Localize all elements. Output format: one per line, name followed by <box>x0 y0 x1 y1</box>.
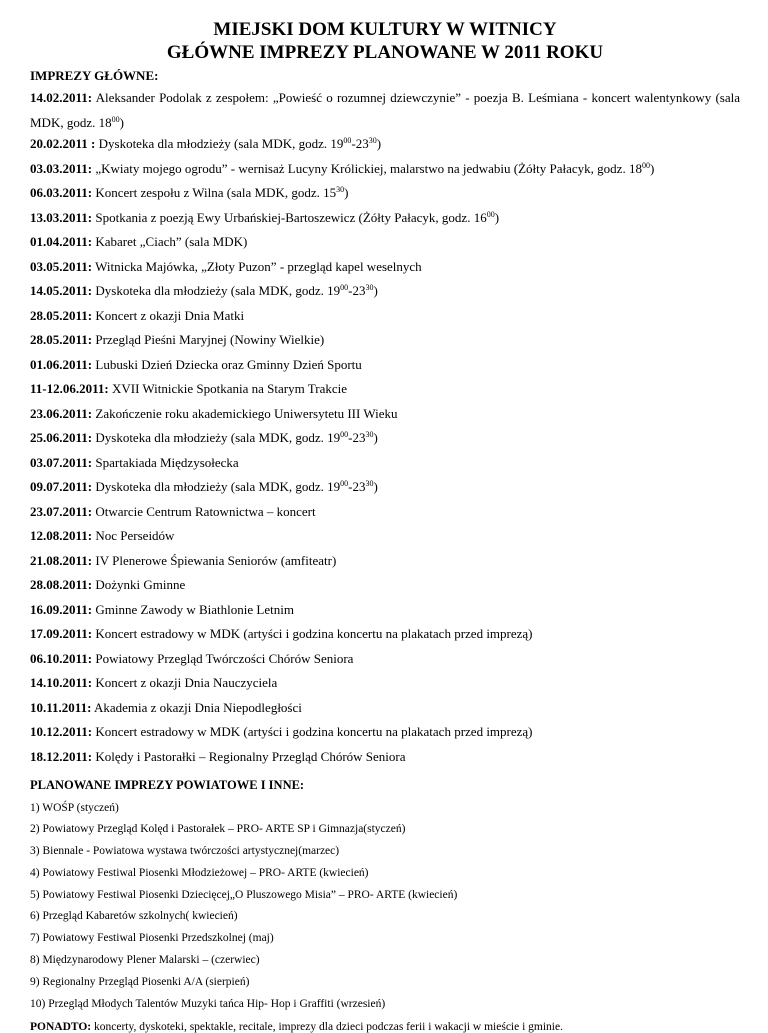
event-time-mid: -23 <box>348 479 366 494</box>
event-date: 23.07.2011: <box>30 503 93 519</box>
document-page <box>30 18 740 1033</box>
event-time-sup: 30 <box>365 283 374 292</box>
event-date: 23.06.2011: <box>30 405 93 421</box>
title-line-1: MIEJSKI DOM KULTURY W WITNICY <box>213 19 557 40</box>
event-date: 06.03.2011: <box>30 185 93 200</box>
event-text: Spotkania z poezją Ewy Urbańskiej-Bartoszewicz (Żółty Pałacyk, godz. 16 <box>92 209 487 225</box>
event-date: 14.02.2011: <box>30 90 93 105</box>
footer-note <box>30 1021 740 1033</box>
event-text: Dożynki Gminne <box>92 577 186 592</box>
event-time-sup: 00 <box>641 160 650 170</box>
event-time-sup: 00 <box>340 479 349 488</box>
title-line-2: GŁÓWNE IMPREZY PLANOWANE W 2011 ROKU <box>166 42 604 63</box>
event-time-sup: 30 <box>368 136 377 145</box>
event-date: 11-12.06.2011: <box>30 381 109 396</box>
event-date: 14.10.2011: <box>30 675 93 690</box>
event-item <box>30 528 740 544</box>
event-date: 06.10.2011: <box>30 650 93 666</box>
event-item <box>30 308 740 324</box>
event-date: 28.05.2011: <box>30 332 93 347</box>
event-item <box>30 749 740 765</box>
event-date: 03.07.2011: <box>30 454 93 470</box>
event-text-end: ) <box>373 283 378 298</box>
event-text: Noc Perseidów <box>92 528 175 543</box>
other-event-item: 4) Powiatowy Festiwal Piosenki Młodzieżowej – PRO- ARTE (kwiecień) <box>30 866 369 879</box>
event-text: Dyskoteka dla młodzieży (sala MDK, godz. 19 <box>95 136 344 151</box>
event-item <box>30 161 740 177</box>
event-time-mid: -23 <box>348 283 366 298</box>
event-item <box>30 357 740 373</box>
event-item <box>30 675 740 691</box>
event-text: Gminne Zawody w Biathlonie Letnim <box>92 601 294 617</box>
event-text: Koncert estradowy w MDK (artyści i godzina koncertu na plakatach przed imprezą) <box>92 626 533 641</box>
other-event-item: 6) Przegląd Kabaretów szkolnych( kwiecień) <box>30 910 238 923</box>
event-date: 28.05.2011: <box>30 307 93 323</box>
event-date: 13.03.2011: <box>30 209 93 225</box>
event-time-sup: 30 <box>336 185 345 194</box>
event-text: XVII Witnickie Spotkania na Starym Trakcie <box>108 381 347 396</box>
event-item <box>30 430 740 446</box>
event-text: Spartakiada Międzysołecka <box>92 454 239 470</box>
event-item <box>30 136 740 152</box>
event-time-sup: 00 <box>340 430 349 439</box>
event-date: 03.03.2011: <box>30 160 93 176</box>
footer-label: PONADTO: <box>30 1020 92 1033</box>
event-time-sup: 00 <box>343 136 352 145</box>
event-text: Zakończenie roku akademickiego Uniwersytetu III Wieku <box>92 405 398 421</box>
event-date: 14.05.2011: <box>30 283 93 298</box>
other-event-item: 1) WOŚP (styczeń) <box>30 801 119 814</box>
event-date: 20.02.2011 : <box>30 136 96 151</box>
event-date: 16.09.2011: <box>30 601 93 617</box>
event-item <box>30 504 740 520</box>
event-text: Lubuski Dzień Dziecka oraz Gminny Dzień Sportu <box>92 356 362 372</box>
event-text: Dyskoteka dla młodzieży (sala MDK, godz. 19 <box>92 430 341 445</box>
event-text: Powiatowy Przegląd Twórczości Chórów Seniora <box>92 650 354 666</box>
event-date: 01.06.2011: <box>30 356 93 372</box>
event-item <box>30 259 740 275</box>
event-item <box>30 577 740 593</box>
event-item <box>30 626 740 642</box>
event-text-end: ) <box>344 185 349 200</box>
other-event-item: 2) Powiatowy Przegląd Kolęd i Pastorałek – PRO- ARTE SP i Gimnazja(styczeń) <box>30 823 406 836</box>
event-item <box>30 210 740 226</box>
event-date: 12.08.2011: <box>30 528 93 543</box>
event-text-end: ) <box>373 479 378 494</box>
event-text: Kolędy i Pastorałki – Regionalny Przegląd Chórów Seniora <box>92 748 406 764</box>
event-text: Dyskoteka dla młodzieży (sala MDK, godz. 19 <box>92 283 341 298</box>
event-date: 01.04.2011: <box>30 234 93 249</box>
event-item <box>30 724 740 740</box>
event-item <box>30 406 740 422</box>
event-date: 03.05.2011: <box>30 258 93 274</box>
event-text: Koncert estradowy w MDK (artyści i godzina koncertu na plakatach przed imprezą) <box>92 724 533 739</box>
events-list <box>30 85 740 765</box>
other-events-list <box>30 801 740 1011</box>
event-text: Akademia z okazji Dnia Niepodległości <box>91 699 302 715</box>
event-item <box>30 85 740 135</box>
event-text: Koncert z okazji Dnia Nauczyciela <box>92 675 278 690</box>
event-item <box>30 234 740 250</box>
event-item <box>30 700 740 716</box>
event-date: 10.12.2011: <box>30 724 93 739</box>
event-date: 09.07.2011: <box>30 479 93 494</box>
event-text: „Kwiaty mojego ogrodu” - wernisaż Lucyny Królickiej, malarstwo na jedwabiu (Żółty Pałacyk, godz. 18 <box>92 160 642 176</box>
event-text: Dyskoteka dla młodzieży (sala MDK, godz. 19 <box>92 479 341 494</box>
event-time-sup: 00 <box>111 115 120 124</box>
other-event-item: 3) Biennale - Powiatowa wystawa twórczości artystycznej(marzec) <box>30 845 340 858</box>
event-text: Przegląd Pieśni Maryjnej (Nowiny Wielkie) <box>92 332 325 347</box>
event-text: Aleksander Podolak z zespołem: „Powieść o rozumnej dziewczynie” - poezja B. Leśmiana - koncert walentynkowy (sala MDK, godz. 18 <box>30 90 740 130</box>
event-text: Witnicka Majówka, „Złoty Puzon” - przegląd kapel weselnych <box>92 258 422 274</box>
event-text: Otwarcie Centrum Ratownictwa – koncert <box>92 503 316 519</box>
event-date: 18.12.2011: <box>30 748 93 764</box>
event-text: Kabaret „Ciach” (sala MDK) <box>92 234 248 249</box>
event-time-sup: 30 <box>365 479 374 488</box>
event-time-sup: 30 <box>365 430 374 439</box>
other-event-item: 8) Międzynarodowy Plener Malarski – (czerwiec) <box>30 954 260 967</box>
event-text-end: ) <box>119 115 124 130</box>
other-event-item: 9) Regionalny Przegląd Piosenki A/A (sierpień) <box>30 975 250 988</box>
event-item <box>30 185 740 201</box>
event-item <box>30 381 740 397</box>
event-time-sup: 00 <box>486 209 495 219</box>
other-event-item: 5) Powiatowy Festiwal Piosenki Dziecięcej„O Pluszowego Misia” – PRO- ARTE (kwiecień) <box>30 888 458 901</box>
event-text-end: ) <box>494 209 500 225</box>
event-date: 10.11.2011: <box>30 699 92 715</box>
event-item <box>30 651 740 667</box>
event-text: IV Plenerowe Śpiewania Seniorów (amfiteatr) <box>92 552 337 568</box>
event-item <box>30 602 740 618</box>
page-title <box>30 18 740 64</box>
event-item <box>30 479 740 495</box>
event-time-mid: -23 <box>348 430 366 445</box>
section-heading-other: PLANOWANE IMPREZY POWIATOWE I INNE: <box>30 777 305 792</box>
other-event-item: 10) Przegląd Młodych Talentów Muzyki tańca Hip- Hop i Graffiti (wrzesień) <box>30 997 386 1010</box>
event-text: Koncert zespołu z Wilna (sala MDK, godz. 15 <box>92 185 337 200</box>
event-date: 28.08.2011: <box>30 577 93 592</box>
section-heading-main: IMPREZY GŁÓWNE: <box>30 68 159 83</box>
event-time-sup: 00 <box>340 283 349 292</box>
event-date: 21.08.2011: <box>30 552 93 568</box>
event-text-end: ) <box>373 430 378 445</box>
event-date: 17.09.2011: <box>30 626 93 641</box>
event-item <box>30 455 740 471</box>
event-time-mid: -23 <box>351 136 369 151</box>
event-item <box>30 283 740 299</box>
footer-text: koncerty, dyskoteki, spektakle, recitale, imprezy dla dzieci podczas ferii i wakacji w mieście i gminie. <box>91 1020 563 1033</box>
event-item <box>30 332 740 348</box>
event-text-end: ) <box>376 136 382 151</box>
event-date: 25.06.2011: <box>30 430 93 445</box>
event-item <box>30 553 740 569</box>
event-text-end: ) <box>649 160 655 176</box>
other-event-item: 7) Powiatowy Festiwal Piosenki Przedszkolnej (maj) <box>30 932 274 945</box>
event-text: Koncert z okazji Dnia Matki <box>92 307 245 323</box>
